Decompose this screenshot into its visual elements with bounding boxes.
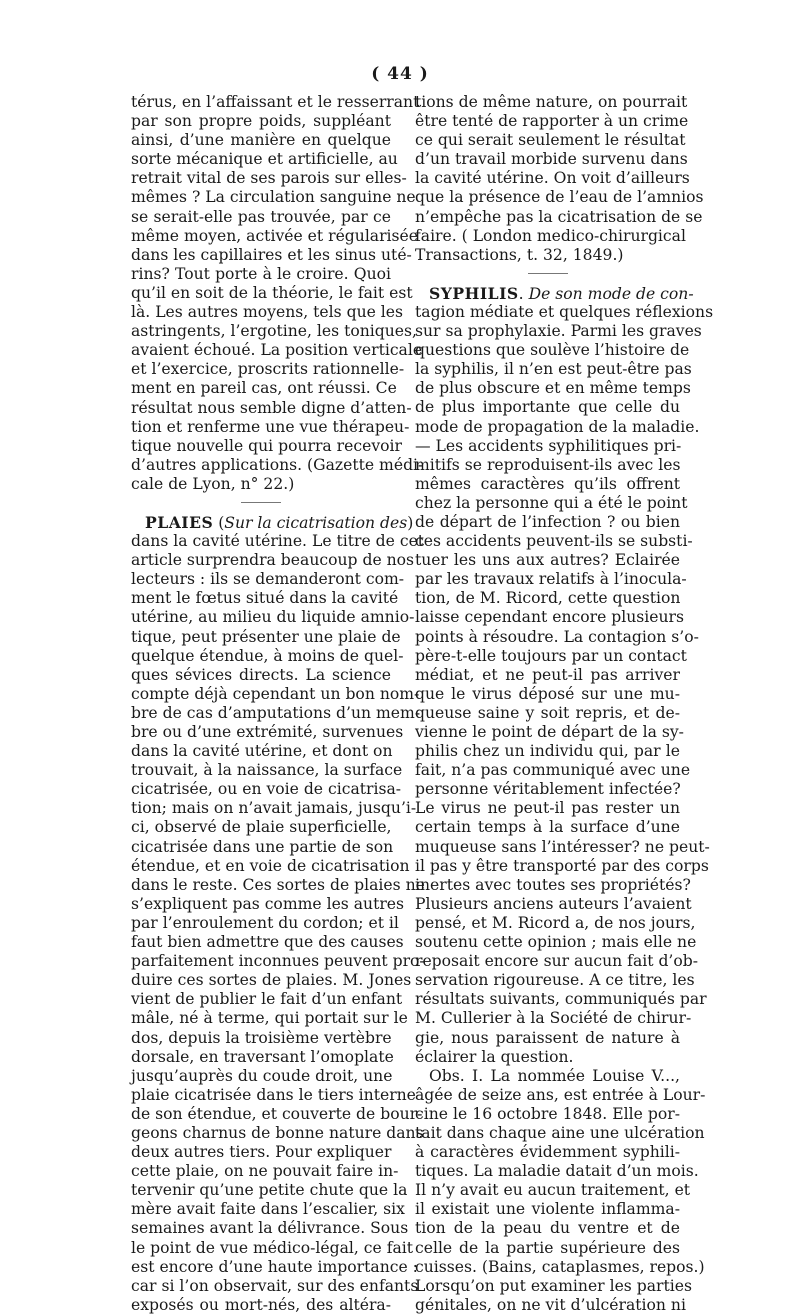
text-line: pensé, et M. Ricord a, de nos jours, [415, 913, 696, 932]
text-line: certain temps à la surface d’une [415, 818, 680, 837]
text-line: ces accidents peuvent-ils se substi- [415, 532, 693, 551]
text-line: quelque étendue, à moins de quel- [131, 646, 404, 665]
text-line: il existait une violente inflamma- [415, 1200, 680, 1219]
text-line: retrait vital de ses parois sur elles- [131, 169, 407, 188]
text-line: de plus obscure et en même temps [415, 379, 691, 398]
text-line: Obs. I. La nommée Louise V..., [429, 1066, 680, 1085]
text-line: dorsale, en traversant l’omoplate [131, 1047, 394, 1066]
text-line: médiat, et ne peut-il pas arriver [415, 665, 680, 684]
text-line: à caractères évidemment syphili- [415, 1143, 680, 1162]
text-line: il pas y être transporté par des corps [415, 856, 709, 875]
text-line: tiques. La maladie datait d’un mois. [415, 1162, 699, 1181]
text-line: la cavité utérine. On voit d’ailleurs [415, 169, 690, 188]
text-line: ques sévices directs. La science [131, 665, 391, 684]
text-line: génitales, on ne vit d’ulcération ni [415, 1295, 686, 1314]
text-line: mêmes ? La circulation sanguine ne [131, 188, 416, 207]
text-line: ainsi, d’une manière en quelque [131, 131, 391, 150]
text-line: tique nouvelle qui pourra recevoir [131, 436, 402, 455]
text-line: tions de même nature, on pourrait [415, 93, 688, 111]
text-line: cicatrisée, ou en voie de cicatrisa- [131, 780, 402, 799]
text-line: muqueuse sans l’intéresser? ne peut- [415, 837, 710, 856]
text-line: dans les capillaires et les sinus uté- [131, 245, 412, 264]
text-line: d’un travail morbide survenu dans [415, 150, 688, 169]
text-line: chez la personne qui a été le point [415, 493, 688, 512]
text-line: par son propre poids, suppléant [131, 112, 391, 131]
text-line: tervenir qu’une petite chute que la [131, 1181, 408, 1200]
text-line: étendue, et en voie de cicatrisation [131, 856, 410, 875]
text-line: cette plaie, on ne pouvait faire in- [131, 1162, 399, 1181]
text-line: rins? Tout porte à le croire. Quoi [131, 264, 391, 283]
text-line: faut bien admettre que des causes [131, 933, 404, 952]
text-line: de départ de l’infection ? ou bien [415, 512, 680, 531]
text-line: tion de la peau du ventre et de [415, 1219, 680, 1238]
text-line: trouvait, à la naissance, la surface [131, 761, 403, 780]
text-line: de son étendue, et couverte de bour- [131, 1104, 423, 1123]
text-line: dans la cavité utérine, et dont on [131, 742, 393, 761]
text-line: queuse saine y soit repris, et de- [415, 703, 680, 722]
text-line: vienne le point de départ de la sy- [415, 723, 684, 741]
text-line: mitifs se reproduisent-ils avec les [415, 455, 681, 474]
text-line: PLAIES (Sur la cicatrisation des) [145, 512, 414, 532]
text-line: par les travaux relatifs à l’inocula- [415, 570, 687, 589]
text-line: cicatrisée dans une partie de son [131, 837, 394, 856]
text-line: mêmes caractères qu’ils offrent [415, 474, 680, 493]
text-line: semaines avant la délivrance. Sous [131, 1219, 409, 1238]
text-line: n’empêche pas la cicatrisation de se [415, 207, 703, 226]
text-line: là. Les autres moyens, tels que les [131, 303, 404, 322]
text-line: tion et renferme une vue thérapeu- [131, 417, 410, 436]
text-line: tion; mais on n’avait jamais, jusqu’i- [131, 799, 417, 818]
text-line: utérine, au milieu du liquide amnio- [131, 608, 415, 627]
text-line: article surprendra beaucoup de nos [131, 551, 415, 570]
text-line: celle de la partie supérieure des [415, 1238, 680, 1257]
text-line: questions que soulève l’histoire de [415, 341, 690, 360]
text-line: tait dans chaque aine une ulcération [415, 1123, 705, 1142]
text-line: tion, de M. Ricord, cette question [415, 589, 681, 608]
text-line: cine le 16 octobre 1848. Elle por- [415, 1104, 680, 1123]
text-line: bre ou d’une extrémité, survenues [131, 723, 404, 741]
text-line: se serait-elle pas trouvée, par ce [131, 207, 391, 226]
text-line: ce qui serait seulement le résultat [415, 131, 686, 150]
text-line: vient de publier le fait d’un enfant [131, 990, 403, 1009]
page-number: ( 44 ) [371, 64, 429, 84]
text-line: plaie cicatrisée dans le tiers interne [131, 1085, 416, 1104]
text-line: le point de vue médico-légal, ce fait [131, 1238, 414, 1257]
text-line: astringents, l’ergotine, les toniques, [131, 322, 417, 341]
text-line: M. Cullerier à la Société de chirur- [415, 1009, 692, 1028]
text-line: SYPHILIS. De son mode de con- [429, 283, 694, 303]
text-line: même moyen, activée et régularisée [131, 226, 419, 245]
text-line: inertes avec toutes ses propriétés? [415, 875, 691, 894]
text-line: tagion médiate et quelques réflexions [415, 302, 714, 321]
text-line: de plus importante que celle du [415, 398, 680, 417]
text-line: cuisses. (Bains, cataplasmes, repos.) [415, 1257, 705, 1276]
text-line: Lorsqu’on put examiner les parties [415, 1276, 692, 1295]
text-line: reposait encore sur aucun fait d’ob- [415, 952, 699, 971]
text-line: dos, depuis la troisième vertèbre [131, 1028, 392, 1047]
text-line: âgée de seize ans, est entrée à Lour- [415, 1085, 706, 1104]
text-line: mère avait faite dans l’escalier, six [131, 1200, 405, 1219]
text-line: fait, n’a pas communiqué avec une [415, 761, 691, 780]
text-line: la syphilis, il n’en est peut-être pas [415, 360, 692, 379]
text-line: résultat nous semble digne d’atten- [131, 398, 412, 417]
text-line: faire. ( London medico-chirurgical [415, 226, 686, 245]
right-column [415, 93, 714, 1315]
text-line: cale de Lyon, n° 22.) [131, 474, 295, 493]
text-line: sur sa prophylaxie. Parmi les graves [415, 322, 702, 341]
text-line: Le virus ne peut-il pas rester un [415, 799, 680, 818]
text-line: et l’exercice, proscrits rationnelle- [131, 360, 405, 379]
text-line: servation rigoureuse. A ce titre, les [415, 971, 695, 990]
text-line: exposés ou mort-nés, des altéra- [131, 1295, 391, 1314]
text-line: Transactions, t. 32, 1849.) [415, 245, 624, 264]
text-line: tique, peut présenter une plaie de [131, 627, 401, 646]
text-line: car si l’on observait, sur des enfants [131, 1276, 419, 1295]
text-line: jusqu’auprès du coude droit, une [131, 1066, 393, 1085]
text-line: mode de propagation de la maladie. [415, 417, 700, 436]
text-line: mâle, né à terme, qui portait sur le [131, 1009, 408, 1028]
text-line: père-t-elle toujours par un contact [415, 646, 687, 665]
text-line: personne véritablement infectée? [415, 780, 681, 799]
text-line: dans la cavité utérine. Le titre de cet [131, 532, 425, 551]
text-line: Plusieurs anciens auteurs l’avaient [415, 894, 692, 913]
text-line: lecteurs : ils se demanderont com- [131, 570, 405, 589]
text-line: compte déjà cependant un bon nom- [131, 684, 420, 703]
text-line: éclairer la question. [415, 1047, 574, 1066]
text-line: duire ces sortes de plaies. M. Jones [131, 971, 412, 990]
text-line: — Les accidents syphilitiques pri- [415, 436, 682, 455]
text-line: s’expliquent pas comme les autres [131, 894, 405, 913]
left-column [131, 93, 425, 1315]
text-line: laisse cependant encore plusieurs [415, 608, 684, 627]
text-line: bre de cas d’amputations d’un mem- [131, 703, 421, 722]
text-line: points à résoudre. La contagion s’o- [415, 627, 699, 646]
text-line: par l’enroulement du cordon; et il [131, 913, 399, 932]
text-line: ment le fœtus situé dans la cavité [131, 589, 399, 608]
text-line: avaient échoué. La position verticale [131, 341, 423, 360]
text-line: est encore d’une haute importance : [131, 1257, 418, 1276]
text-line: parfaitement inconnues peuvent pro- [131, 952, 425, 971]
text-line: térus, en l’affaissant et le resserrant [131, 93, 420, 111]
text-line: sorte mécanique et artificielle, au [131, 150, 398, 169]
text-line: tuer les uns aux autres? Eclairée [415, 551, 680, 570]
text-line: deux autres tiers. Pour expliquer [131, 1143, 392, 1162]
text-line: geons charnus de bonne nature dans [131, 1123, 424, 1142]
section-divider [241, 502, 281, 503]
text-line: que le virus déposé sur une mu- [415, 684, 680, 703]
text-line: dans le reste. Ces sortes de plaies ne [131, 875, 425, 894]
section-divider [528, 273, 568, 274]
text-line: résultats suivants, communiqués par [415, 990, 707, 1009]
text-line: être tenté de rapporter à un crime [415, 112, 689, 131]
text-line: philis chez un individu qui, par le [415, 742, 680, 761]
text-line: que la présence de l’eau de l’amnios [415, 188, 704, 207]
text-line: d’autres applications. (Gazette médi- [131, 455, 424, 474]
text-line: ment en pareil cas, ont réussi. Ce [131, 379, 397, 398]
text-line: qu’il en soit de la théorie, le fait est [131, 283, 413, 302]
text-line: gie, nous paraissent de nature à [415, 1028, 680, 1047]
text-line: Il n’y avait eu aucun traitement, et [415, 1181, 691, 1200]
text-line: soutenu cette opinion ; mais elle ne [415, 933, 697, 952]
text-line: ci, observé de plaie superficielle, [131, 818, 392, 837]
